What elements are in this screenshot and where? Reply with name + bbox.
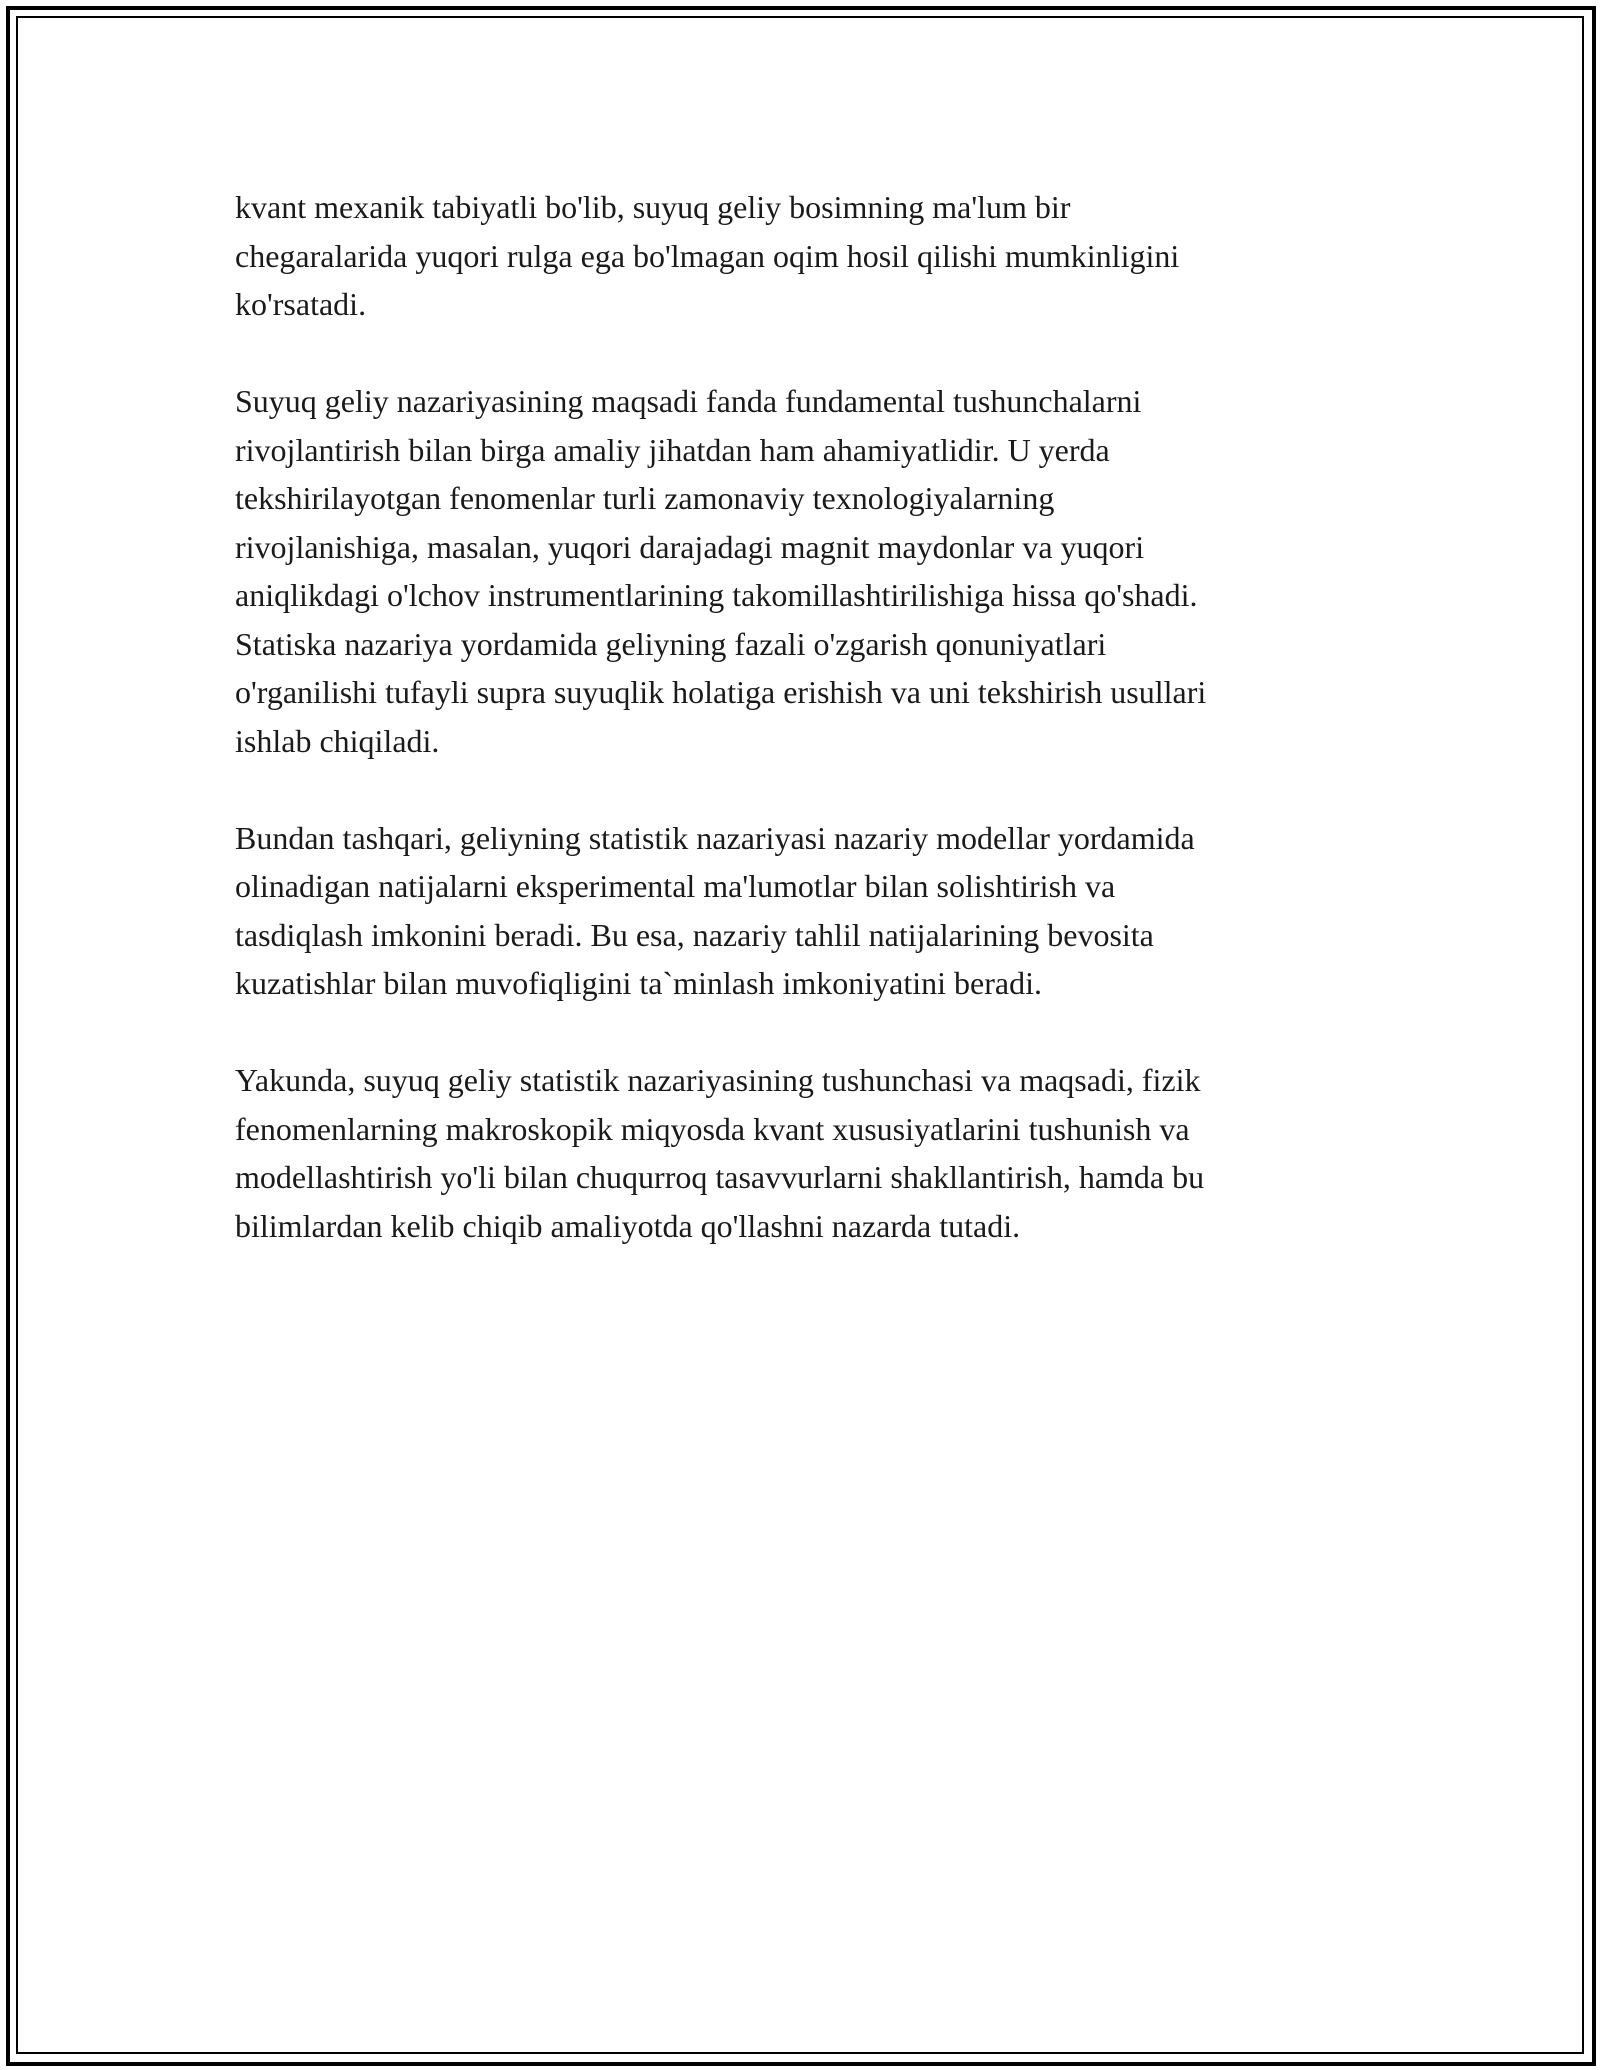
paragraph-1: kvant mexanik tabiyatli bo'lib, suyuq geliy bosimning ma'lum bir chegaralarida yuqori rulga ega bo'lmagan oqim hosil qilishi mumkinligini ko'rsatadi. [235, 189, 1180, 322]
paragraph-2: Suyuq geliy nazariyasining maqsadi fanda fundamental tushunchalarni rivojlantirish bilan birga amaliy jihatdan ham ahamiyatlidir. U yerda tekshirilayotgan fenomenlar turli zamonaviy texnologiyalarning rivojlanishiga, masalan, yuqori darajadagi magnit maydonlar va yuqori aniqlikdagi o'lchov instrumentlarining takomillashtirilishiga hissa qo'shadi. Statiska nazariya yordamida geliyning fazali o'zgarish qonuniyatlari o'rganilishi tufayli supra suyuqlik holatiga erishish va uni tekshirish usullari ishlab chiqiladi. [235, 383, 1207, 759]
paragraph-4: Yakunda, suyuq geliy statistik nazariyasining tushunchasi va maqsadi, fizik fenomenlarning makroskopik miqyosda kvant xususiyatlarini tushunish va modellashtirish yo'li bilan chuqurroq tasavvurlarni shakllantirish, hamda bu bilimlardan kelib chiqib amaliyotda qo'llashni nazarda tutadi. [235, 1062, 1205, 1244]
paragraph-3: Bundan tashqari, geliyning statistik nazariyasi nazariy modellar yordamida olinadigan natijalarni eksperimental ma'lumotlar bilan solishtirish va tasdiqlash imkonini beradi. Bu esa, nazariy tahlil natijalarining bevosita kuzatishlar bilan muvofiqligini ta`minlash imkoniyatini beradi. [235, 819, 1195, 1001]
document-body [235, 183, 1375, 1299]
